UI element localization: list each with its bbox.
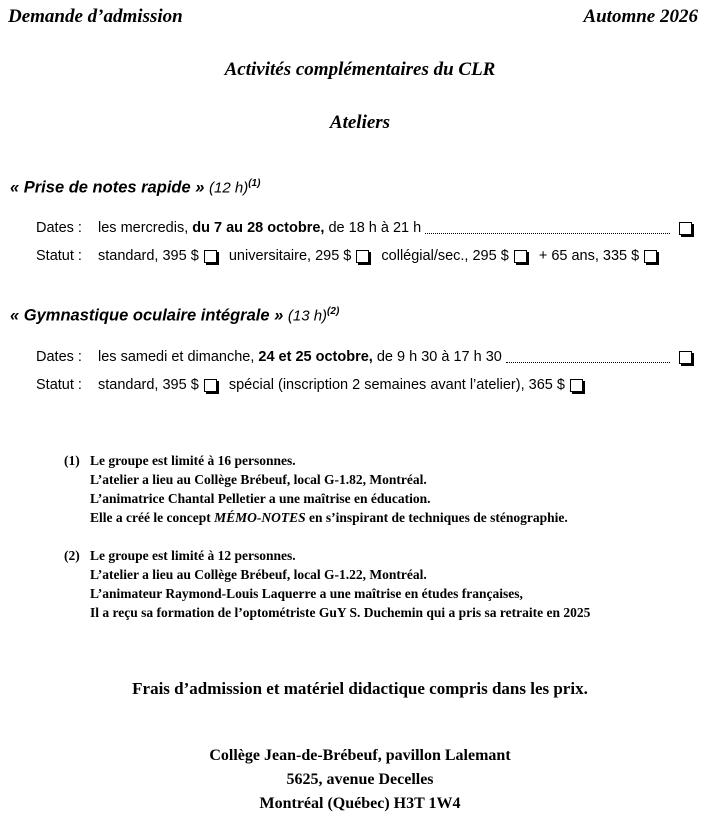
note-line: Il a reçu sa formation de l’optométriste GuY S. Duchemin qui a pris sa retraite en 2025 (90, 605, 591, 620)
note-line: L’atelier a lieu au Collège Brébeuf, local G-1.82, Montréal. (90, 472, 427, 487)
page-title: Activités complémentaires du CLR (224, 59, 496, 80)
note-line: L’animatrice Chantal Pelletier a une maîtrise en éducation. (90, 491, 431, 506)
dates-suffix: de 9 h 30 à 17 h 30 (376, 349, 502, 365)
note-2 (64, 546, 590, 622)
note-line: L’animateur Raymond-Louis Laquerre a une maîtrise en études françaises, (90, 586, 523, 601)
note-line-4 (64, 508, 568, 527)
note-line-pre: Elle a créé le concept (90, 510, 211, 525)
checkbox-workshop-1-dates[interactable] (679, 222, 692, 235)
workshop-1-duration: (12 h) (209, 179, 249, 197)
dates-prefix: les mercredis, (98, 220, 189, 236)
address-line: Collège Jean-de-Brébeuf, pavillon Lalemant (209, 747, 511, 764)
checkbox-universitaire[interactable] (356, 250, 369, 263)
note-number: (2) (64, 548, 80, 563)
workshop-2-statut-row (36, 377, 587, 393)
option-collegial: collégial/sec., 295 $ (381, 248, 509, 264)
checkbox-workshop-2-dates[interactable] (679, 351, 692, 364)
form-title: Demande d’admission (8, 6, 183, 27)
dates-bold: 24 et 25 octobre, (258, 349, 373, 365)
option-standard: standard, 395 $ (98, 248, 199, 264)
workshop-2-title (10, 306, 339, 326)
workshop-1-dates-row (36, 220, 696, 236)
session-label: Automne 2026 (583, 6, 698, 27)
dotted-leader (425, 223, 670, 234)
workshop-2-name: « Gymnastique oculaire intégrale » (10, 306, 284, 325)
checkbox-standard[interactable] (204, 379, 217, 392)
dates-bold: du 7 au 28 octobre, (192, 220, 325, 236)
note-line: Le groupe est limité à 16 personnes. (90, 453, 296, 468)
option-65-ans: + 65 ans, 335 $ (538, 248, 640, 264)
workshop-1-note-ref: (1) (248, 178, 261, 189)
address-line: Montréal (Québec) H3T 1W4 (259, 795, 461, 812)
dates-prefix: les samedi et dimanche, (98, 349, 255, 365)
workshop-2-dates-row (36, 349, 696, 365)
checkbox-standard[interactable] (204, 250, 217, 263)
address-block (0, 744, 720, 816)
dates-label: Dates : (36, 349, 82, 365)
workshop-1-name: « Prise de notes rapide » (10, 178, 205, 197)
fees-note: Frais d’admission et matériel didactique compris dans les prix. (132, 679, 588, 698)
statut-label: Statut : (36, 248, 82, 264)
note-line: Le groupe est limité à 12 personnes. (90, 548, 296, 563)
note-1 (64, 451, 568, 527)
page-subtitle: Ateliers (329, 112, 391, 133)
dates-suffix: de 18 h à 21 h (328, 220, 422, 236)
note-line: L’atelier a lieu au Collège Brébeuf, local G-1.22, Montréal. (90, 567, 427, 582)
note-line-post: en s’inspirant de techniques de sténographie. (308, 510, 568, 525)
checkbox-collegial[interactable] (514, 250, 527, 263)
workshop-2-note-ref: (2) (327, 306, 340, 317)
checkbox-65-ans[interactable] (644, 250, 657, 263)
dates-label: Dates : (36, 220, 82, 236)
statut-label: Statut : (36, 377, 82, 393)
dotted-leader (506, 352, 670, 363)
workshop-2-duration: (13 h) (287, 307, 328, 325)
workshop-1-title (10, 178, 260, 198)
workshop-1-statut-row (36, 248, 661, 264)
option-universitaire: universitaire, 295 $ (228, 248, 352, 264)
checkbox-special[interactable] (570, 379, 583, 392)
concept-name: MÉMO-NOTES (214, 510, 306, 525)
note-number: (1) (64, 453, 80, 468)
option-standard: standard, 395 $ (98, 377, 199, 393)
address-line: 5625, avenue Decelles (286, 771, 434, 788)
option-special: spécial (inscription 2 semaines avant l’atelier), 365 $ (228, 377, 565, 393)
